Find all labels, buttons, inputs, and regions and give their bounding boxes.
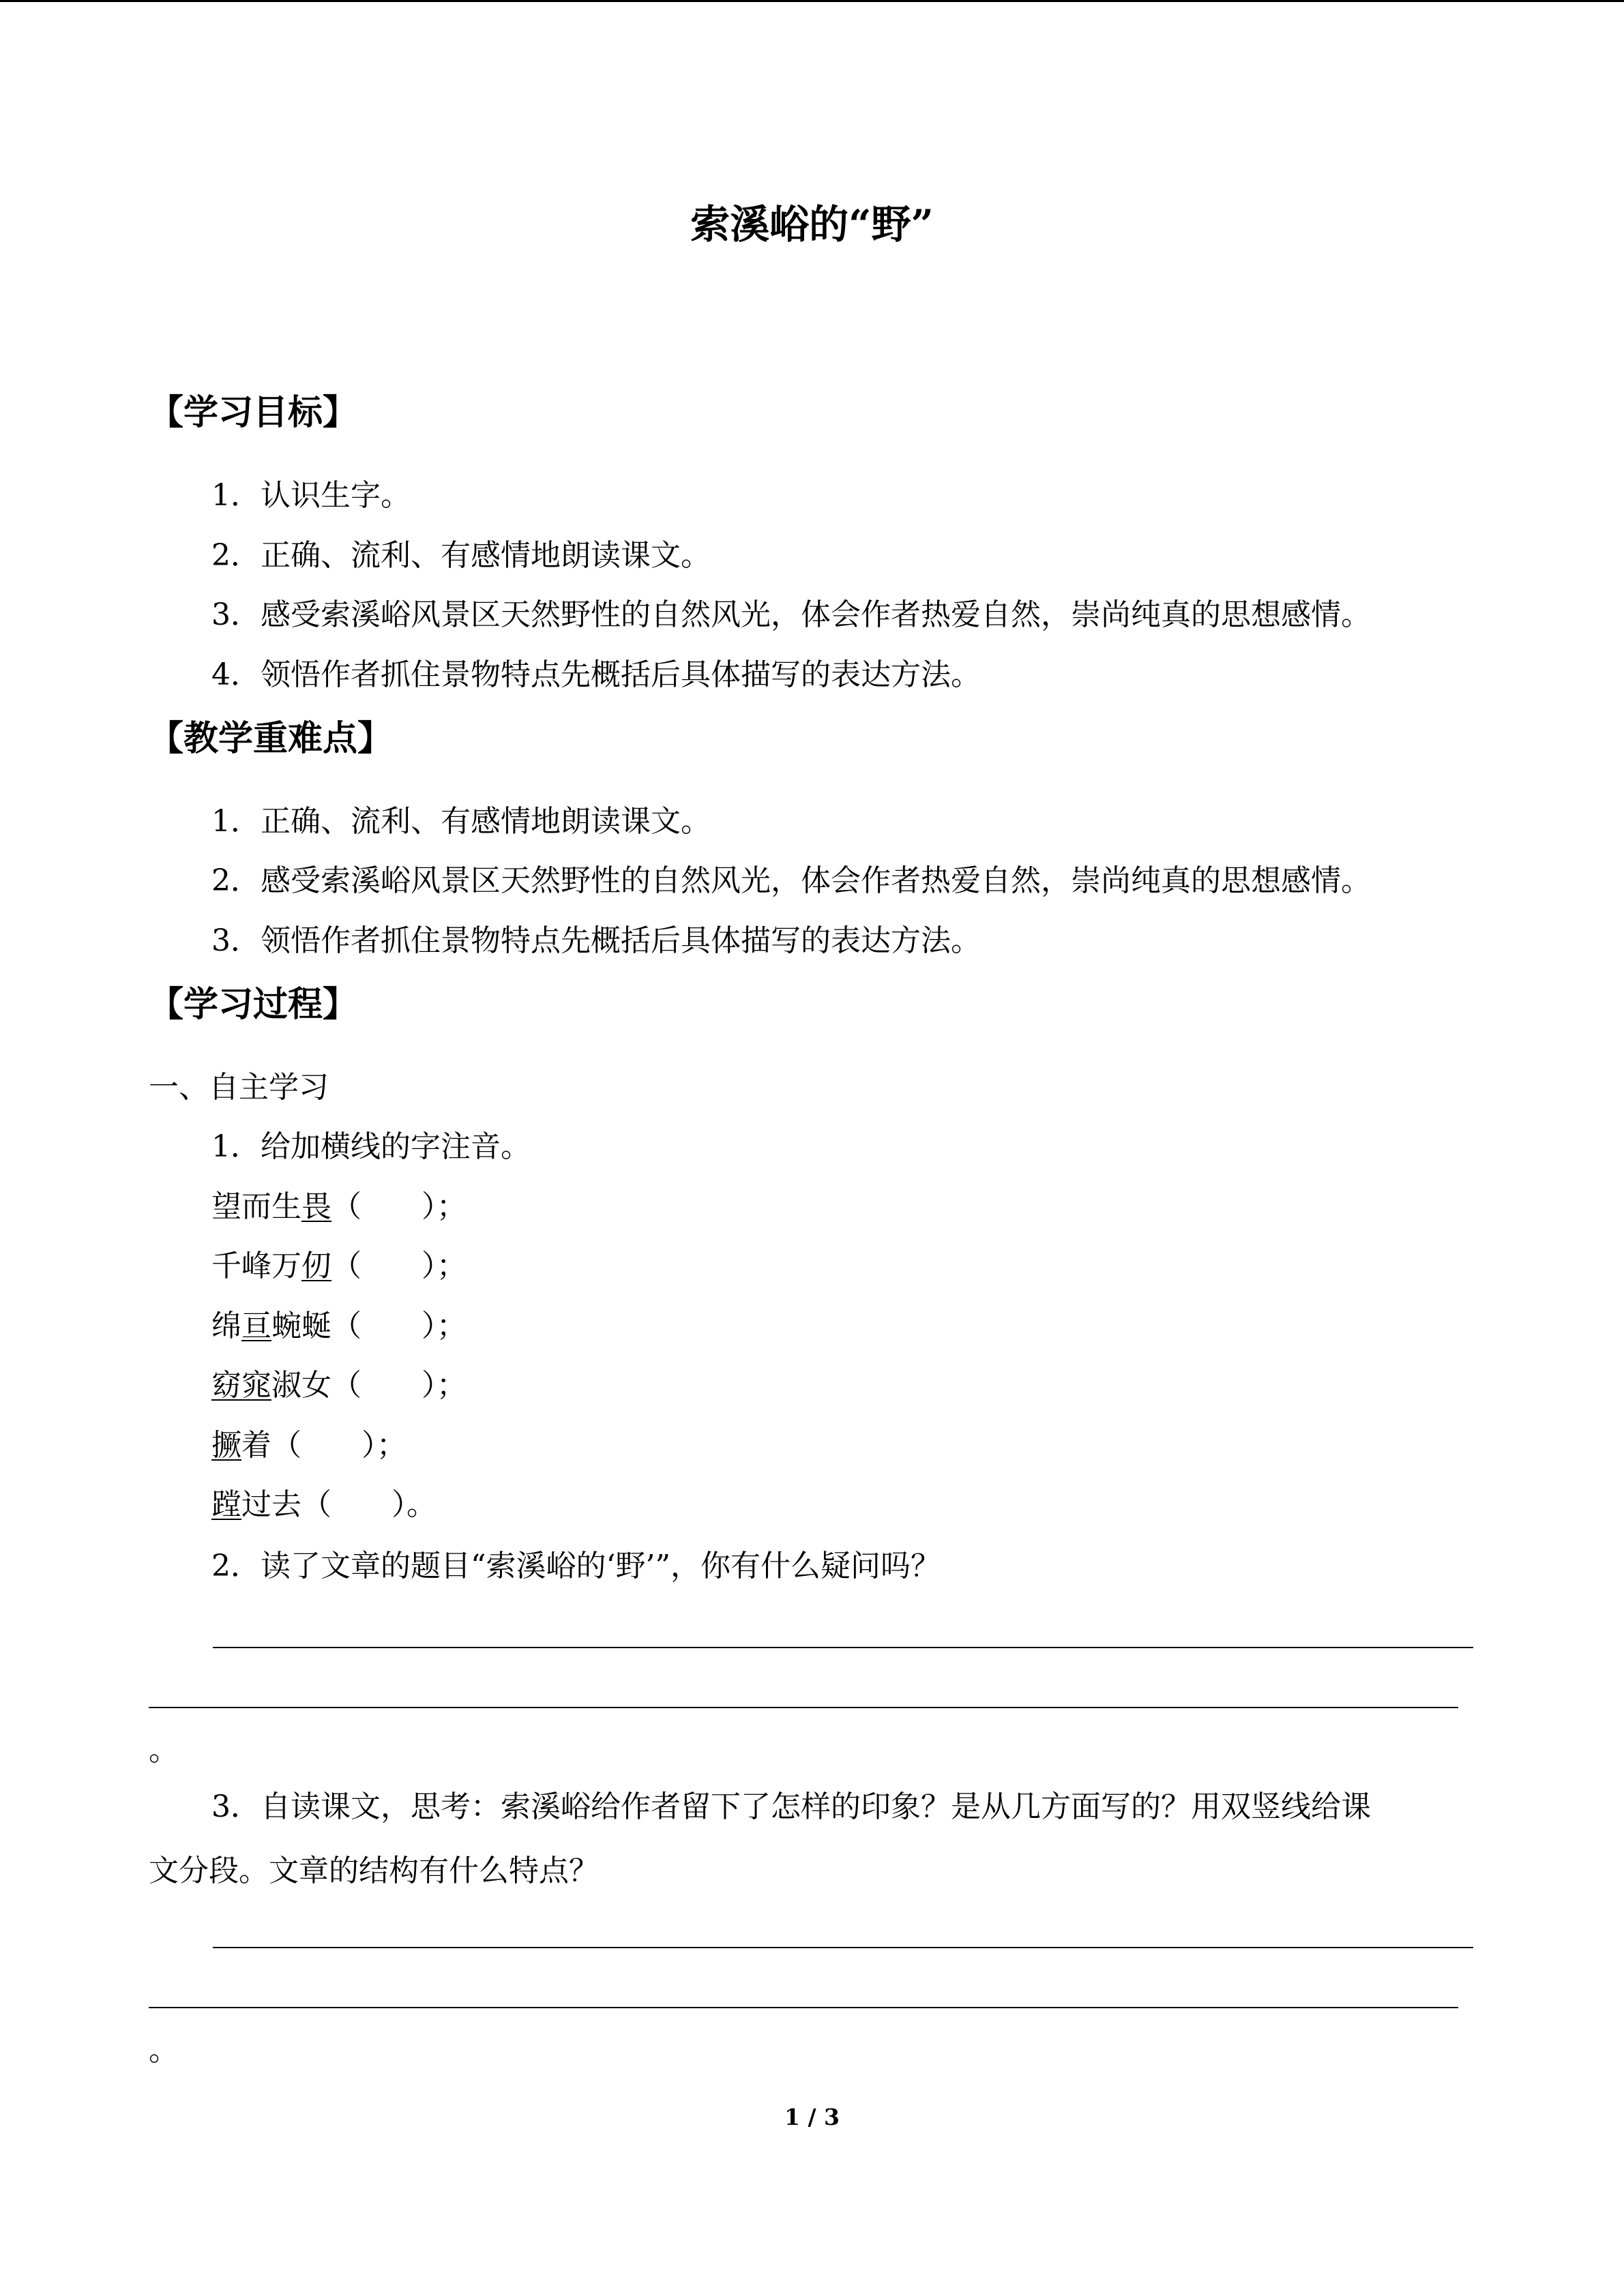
question-3-continued: 文分段。文章的结构有什么特点？ [149,1853,599,1888]
goal-item: 4．领悟作者抓住景物特点先概括后具体描写的表达方法。 [211,657,981,692]
key-point-item: 1．正确、流利、有感情地朗读课文。 [211,804,711,839]
underlined-char: 亘 [241,1309,271,1343]
answer-blank[interactable]: （ ）； [331,1189,467,1224]
answer-line[interactable] [213,1647,1473,1648]
answer-blank[interactable]: （ ）； [331,1249,467,1283]
underlined-char: 蹚 [211,1487,241,1522]
answer-blank[interactable]: （ ）； [331,1368,467,1403]
answer-line[interactable] [149,2007,1458,2008]
answer-end-mark: 。 [149,1733,179,1768]
key-point-item: 2．感受索溪峪风景区天然野性的自然风光，体会作者热爱自然，崇尚纯真的思想感情。 [211,863,1371,898]
question-2: 2．读了文章的题目“索溪峪的‘野’”，你有什么疑问吗？ [211,1549,941,1583]
underlined-char: 仞 [301,1249,331,1283]
word-item: 窈窕淑女（ ）； [211,1368,467,1403]
word-item: 千峰万仞（ ）； [211,1249,467,1283]
answer-blank[interactable]: （ ）； [271,1428,407,1463]
underlined-char: 窈窕 [211,1368,271,1403]
answer-blank[interactable]: （ ）。 [301,1487,437,1522]
underlined-char: 撅 [211,1428,241,1463]
heading-goals: 【学习目标】 [149,392,358,433]
page-number: 1 / 3 [784,2104,840,2130]
word-item: 绵亘蜿蜒（ ）； [211,1309,467,1343]
part-one-label: 一、自主学习 [149,1070,329,1105]
question-3: 3．自读课文，思考：索溪峪给作者留下了怎样的印象？是从几方面写的？用双竖线给课 [211,1789,1371,1824]
word-item: 蹚过去（ ）。 [211,1487,437,1522]
answer-blank[interactable]: （ ）； [331,1309,467,1343]
goal-item: 3．感受索溪峪风景区天然野性的自然风光，体会作者热爱自然，崇尚纯真的思想感情。 [211,597,1371,632]
word-item: 望而生畏（ ）； [211,1189,467,1224]
goal-item: 1．认识生字。 [211,478,411,513]
underlined-char: 畏 [301,1189,331,1224]
page-top-border [0,0,1624,2]
answer-line[interactable] [213,1947,1473,1948]
answer-line[interactable] [149,1707,1458,1708]
question-1: 1．给加横线的字注音。 [211,1129,531,1164]
heading-process: 【学习过程】 [149,984,358,1025]
page-title: 索溪峪的“野” [690,201,934,248]
answer-end-mark: 。 [149,2033,179,2068]
goal-item: 2．正确、流利、有感情地朗读课文。 [211,538,711,573]
heading-key-points: 【教学重难点】 [149,718,393,759]
word-item: 撅着（ ）； [211,1428,407,1463]
key-point-item: 3．领悟作者抓住景物特点先概括后具体描写的表达方法。 [211,923,981,958]
